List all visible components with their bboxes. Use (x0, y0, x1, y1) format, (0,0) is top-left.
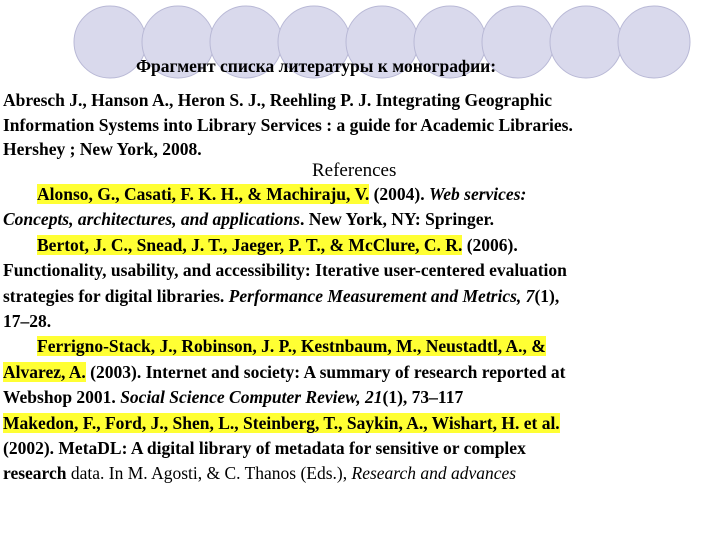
entry-line-2: Information Systems into Library Services : a guide for Academic Libraries. (3, 114, 573, 135)
reference-line: Alvarez, A. (2003). Internet and society: A summary of research reported at (3, 361, 566, 382)
reference-item (3, 411, 715, 436)
reference-line: Functionality, usability, and accessibility: Iterative user-centered evaluation (3, 260, 567, 281)
slide-title: Фрагмент списка литературы к монографии: (136, 56, 497, 76)
bibliography-entry (3, 88, 715, 162)
reference-item: Bertot, J. C., Snead, J. T., Jaeger, P. T., & McClure, C. R. (2006). (37, 234, 518, 255)
reference-line: Concepts, architectures, and applications. New York, NY: Springer. (3, 209, 495, 230)
reference-line: 17–28. (3, 311, 52, 332)
references-heading: References (312, 160, 397, 181)
highlighted-authors: Alvarez, A. (3, 361, 86, 382)
reference-item (3, 334, 715, 359)
entry-line-1: Abresch J., Hanson A., Heron S. J., Reehling P. J. Integrating Geographic (3, 90, 553, 110)
references-list (3, 182, 715, 487)
highlighted-authors: Alonso, G., Casati, F. K. H., & Machiraju, V. (37, 184, 370, 204)
reference-line: research data. In M. Agosti, & C. Thanos (Eds.), Research and advances (3, 463, 517, 484)
reference-item: Alonso, G., Casati, F. K. H., & Machiraju, V. (2004). Web services: (37, 184, 527, 204)
entry-line-3: Hershey ; New York, 2008. (3, 139, 202, 160)
reference-line: Webshop 2001. Social Science Computer Review, 21(1), 73–117 (3, 387, 464, 408)
reference-line: strategies for digital libraries. Performance Measurement and Metrics, 7(1), (3, 285, 560, 306)
highlighted-authors: Ferrigno-Stack, J., Robinson, J. P., Kestnbaum, M., Neustadtl, A., & (37, 336, 546, 357)
highlighted-authors: Makedon, F., Ford, J., Shen, L., Steinberg, T., Saykin, A., Wishart, H. et al. (3, 412, 560, 433)
highlighted-authors: Bertot, J. C., Snead, J. T., Jaeger, P. T., & McClure, C. R. (37, 234, 463, 255)
reference-line: (2002). MetaDL: A digital library of metadata for sensitive or complex (3, 438, 526, 459)
